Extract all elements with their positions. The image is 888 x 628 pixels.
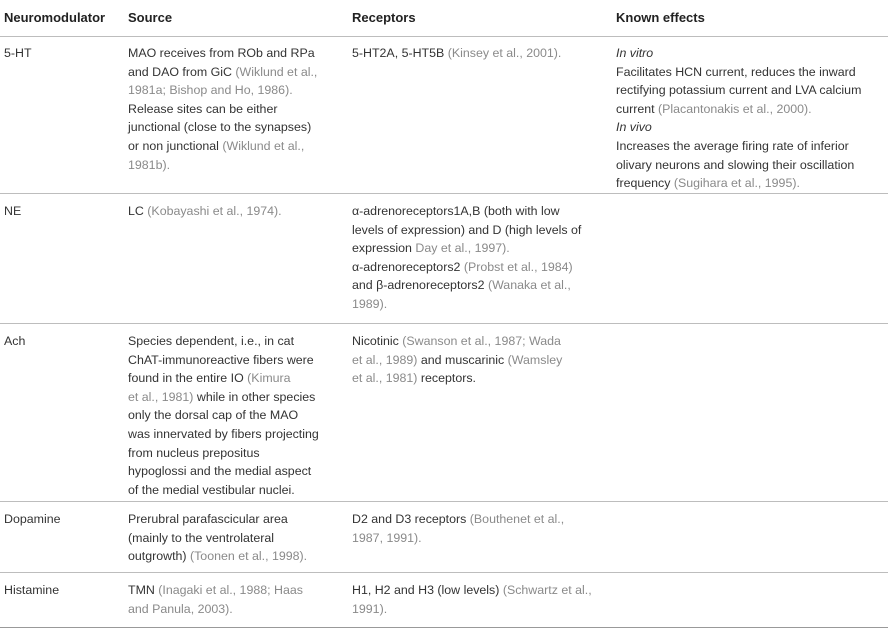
cell-text: Increases the average firing rate of inferior <box>616 138 849 153</box>
cell-text-line <box>128 462 340 481</box>
cell-neuromodulator: Dopamine <box>4 512 61 526</box>
citation-text: Day et al., 1997). <box>415 241 510 256</box>
cell-text: levels of expression) and D (high levels of <box>352 222 582 237</box>
cell-text: Prerubral parafascicular area <box>128 512 288 526</box>
cell-text-line <box>352 351 604 370</box>
cell-text: found in the entire IO <box>128 371 248 386</box>
citation-text: (Wiklund et al., <box>222 138 305 153</box>
citation-text: (Kimura <box>247 371 291 386</box>
cell-text-line <box>616 137 888 156</box>
cell-text-line <box>616 174 888 193</box>
cell-text-line <box>616 156 888 175</box>
cell-receptors <box>352 44 604 63</box>
cell-known-effects <box>616 44 888 193</box>
citation-text: (Sugihara et al., 1995). <box>673 176 800 191</box>
cell-source <box>128 332 340 499</box>
cell-text: and DAO from GiC <box>128 64 236 79</box>
citation-text: (Kobayashi et al., 1974). <box>147 204 282 218</box>
cell-receptors <box>352 581 604 618</box>
cell-text: while in other species <box>193 389 316 404</box>
cell-text-line <box>128 100 340 119</box>
cell-text-line <box>128 388 340 407</box>
cell-neuromodulator: NE <box>4 204 22 218</box>
cell-neuromodulator: 5-HT <box>4 46 32 60</box>
italic-heading: In vitro <box>616 46 654 60</box>
cell-text: 5-HT2A, 5-HT5B <box>352 46 448 60</box>
cell-text: outgrowth) <box>128 549 190 564</box>
cell-text: of the medial vestibular nuclei. <box>128 482 295 497</box>
citation-text: (Toonen et al., 1998). <box>189 549 308 564</box>
cell-text-line <box>352 529 604 548</box>
cell-source <box>128 202 340 221</box>
citation-text: et al., 1981) <box>128 389 194 404</box>
cell-source <box>128 44 340 174</box>
cell-text-line <box>352 581 604 600</box>
citation-text: 1991). <box>352 601 388 616</box>
citation-text: 1987, 1991). <box>352 530 422 545</box>
table-row-histamine <box>0 573 888 628</box>
cell-text-line <box>616 81 888 100</box>
cell-text-line <box>128 351 340 370</box>
cell-text-line <box>352 258 604 277</box>
cell-text: rectifying potassium current and LVA calcium <box>616 83 862 98</box>
cell-text-line <box>352 600 604 619</box>
cell-text: hypoglossi and the medial aspect <box>128 464 312 479</box>
cell-text: ChAT-immunoreactive fibers were <box>128 352 314 367</box>
cell-text-line <box>128 481 340 500</box>
table-row-5ht <box>0 36 888 194</box>
cell-text-line <box>616 118 888 137</box>
cell-text-line <box>128 529 340 548</box>
cell-text-line <box>128 332 340 351</box>
cell-neuromodulator: Histamine <box>4 583 60 597</box>
cell-text-line <box>616 63 888 82</box>
cell-receptors <box>352 202 604 314</box>
cell-source <box>128 510 340 566</box>
cell-text: olivary neurons and slowing their oscillation <box>616 157 855 172</box>
cell-text-line <box>352 239 604 258</box>
cell-text: α-adrenoreceptors2 <box>352 259 464 274</box>
citation-text: (Wamsley <box>507 352 563 367</box>
cell-text-line <box>352 332 604 351</box>
cell-text: Nicotinic <box>352 334 403 348</box>
cell-text-line <box>128 118 340 137</box>
cell-text: LC <box>128 204 148 218</box>
table-header <box>0 0 888 37</box>
table-row-ach <box>0 324 888 502</box>
cell-text-line <box>352 510 604 529</box>
cell-text-line <box>128 510 340 529</box>
cell-text-line <box>128 600 340 619</box>
header-source: Source <box>128 10 173 25</box>
cell-text: junctional (close to the synapses) <box>128 120 312 135</box>
cell-text: current <box>616 101 659 116</box>
cell-source <box>128 581 340 618</box>
cell-text-line <box>616 44 888 63</box>
citation-text: 1989). <box>352 296 388 311</box>
header-neuromodulator: Neuromodulator <box>4 10 106 25</box>
cell-text: frequency <box>616 176 674 191</box>
cell-text-line <box>352 295 604 314</box>
cell-text: and β-adrenoreceptors2 <box>352 278 488 293</box>
cell-text-line <box>128 156 340 175</box>
cell-text-line <box>352 44 604 63</box>
cell-text: expression <box>352 241 416 256</box>
cell-text: was innervated by fibers projecting <box>128 426 319 441</box>
cell-text: Release sites can be either <box>128 101 278 116</box>
cell-text-line <box>128 202 340 221</box>
cell-text: α-adrenoreceptors1A,B (both with low <box>352 204 560 218</box>
cell-text: Species dependent, i.e., in cat <box>128 334 295 348</box>
citation-text: et al., 1981) <box>352 371 418 386</box>
cell-text: Facilitates HCN current, reduces the inward <box>616 64 856 79</box>
citation-text: (Kinsey et al., 2001). <box>447 46 562 60</box>
citation-text: (Swanson et al., 1987; Wada <box>402 334 561 348</box>
citation-text: (Inagaki et al., 1988; Haas <box>158 583 303 597</box>
citation-text: and Panula, 2003). <box>128 601 233 616</box>
cell-text-line <box>128 547 340 566</box>
cell-text-line <box>128 406 340 425</box>
cell-text: only the dorsal cap of the MAO <box>128 408 299 423</box>
header-receptors: Receptors <box>352 10 416 25</box>
cell-text: TMN <box>128 583 159 597</box>
citation-text: (Bouthenet et al., <box>469 512 565 526</box>
citation-text: 1981b). <box>128 157 171 172</box>
italic-heading: In vivo <box>616 120 652 135</box>
cell-neuromodulator: Ach <box>4 334 26 348</box>
citation-text: (Placantonakis et al., 2000). <box>658 101 812 116</box>
citation-text: 1981a; Bishop and Ho, 1986). <box>128 83 293 98</box>
table-row-ne <box>0 194 888 324</box>
citation-text: (Wanaka et al., <box>487 278 571 293</box>
cell-text: (mainly to the ventrolateral <box>128 530 275 545</box>
cell-text-line <box>128 444 340 463</box>
cell-text-line <box>352 276 604 295</box>
table-row-dopamine <box>0 502 888 573</box>
citation-text: et al., 1989) <box>352 352 418 367</box>
cell-text-line <box>352 221 604 240</box>
citation-text: (Probst et al., 1984) <box>463 259 573 274</box>
cell-receptors <box>352 510 604 547</box>
cell-text-line <box>128 581 340 600</box>
cell-text: MAO receives from ROb and RPa <box>128 46 315 60</box>
citation-text: (Schwartz et al., <box>502 583 592 597</box>
cell-text-line <box>128 81 340 100</box>
cell-text: or non junctional <box>128 138 223 153</box>
cell-text-line <box>128 369 340 388</box>
cell-text-line <box>128 425 340 444</box>
cell-text-line <box>616 100 888 119</box>
cell-text: D2 and D3 receptors <box>352 512 470 526</box>
cell-text: receptors. <box>417 371 476 386</box>
cell-text: and muscarinic <box>417 352 508 367</box>
cell-receptors <box>352 332 604 388</box>
cell-text-line <box>352 369 604 388</box>
cell-text: H1, H2 and H3 (low levels) <box>352 583 503 597</box>
cell-text-line <box>128 44 340 63</box>
header-known-effects: Known effects <box>616 10 705 25</box>
cell-text-line <box>128 137 340 156</box>
cell-text-line <box>352 202 604 221</box>
citation-text: (Wiklund et al., <box>235 64 318 79</box>
cell-text: from nucleus prepositus <box>128 445 260 460</box>
cell-text-line <box>128 63 340 82</box>
